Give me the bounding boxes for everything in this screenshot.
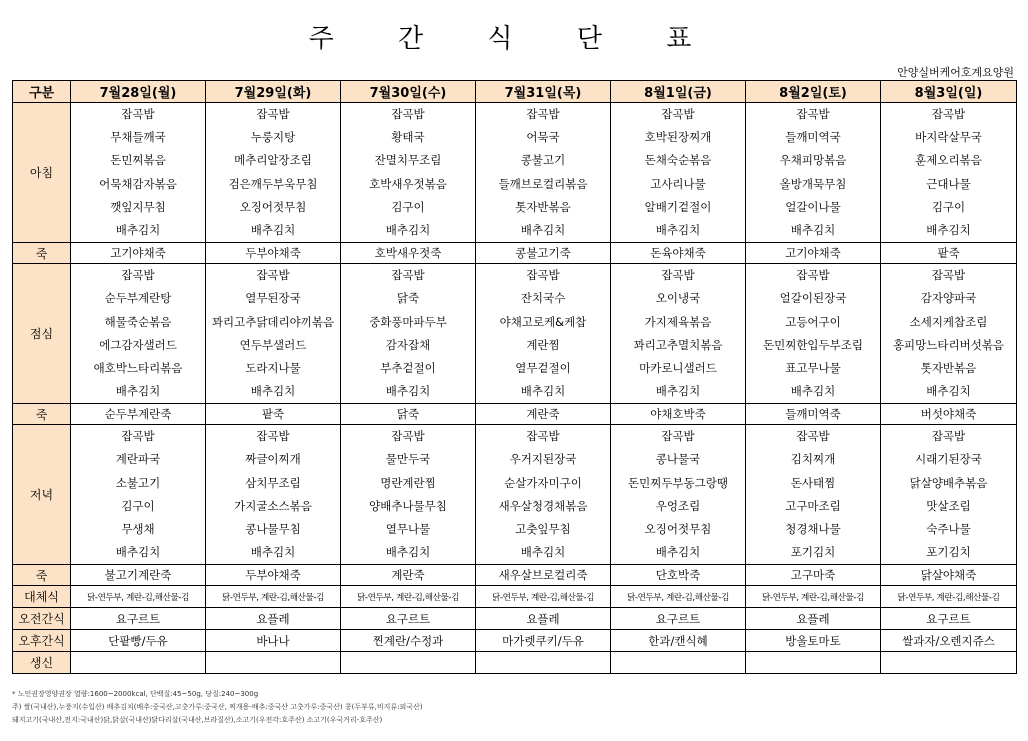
extra-cell: 마가렛쿠키/두유 (476, 630, 611, 652)
menu-item: 누룽지탕 (250, 130, 296, 145)
menu-item: 꽈리고추멸치볶음 (633, 337, 723, 352)
menu-item: 얼갈이된장국 (779, 291, 847, 306)
menu-item: 삼치무조림 (245, 475, 301, 490)
meal-label: 저녁 (13, 425, 71, 565)
menu-item: 어묵국 (526, 130, 560, 145)
menu-item: 잡곡밥 (661, 429, 695, 444)
menu-item: 우엉조림 (655, 498, 701, 513)
menu-item: 김구이 (391, 199, 425, 214)
menu-item: 톳자반볶음 (920, 360, 977, 375)
menu-item: 배추김치 (385, 384, 431, 399)
menu-item: 소세지케찹조림 (909, 314, 988, 329)
porridge-cell: 새우살브로컬리죽 (476, 565, 611, 586)
extra-cell: 요플레 (206, 608, 341, 630)
porridge-cell: 팥죽 (881, 243, 1017, 264)
day-header: 7월29일(화) (206, 81, 341, 103)
menu-item: 물만두국 (385, 452, 431, 467)
menu-item: 올방개묵무침 (779, 176, 847, 191)
menu-item: 잡곡밥 (121, 107, 155, 121)
menu-item: 고사리나물 (650, 176, 706, 191)
menu-item: 김구이 (121, 498, 155, 513)
menu-item: 부추겉절이 (380, 360, 436, 375)
porridge-cell: 들깨미역죽 (746, 404, 881, 425)
menu-item: 바지락살무국 (915, 130, 982, 145)
menu-item: 배추김치 (250, 384, 296, 399)
menu-item: 홍피망느타리버섯볶음 (892, 337, 1005, 352)
porridge-row (13, 243, 1017, 264)
menu-item: 배추김치 (790, 222, 836, 237)
footnote-line: * 노인권장영양권장 열량:1600~2000kcal, 단백질:45~50g, 당질:240~300g (12, 690, 259, 698)
meal-cell (341, 425, 476, 565)
menu-item: 열무나물 (385, 522, 431, 536)
menu-item: 고구마조림 (785, 498, 841, 513)
page-title: 주 간 식 단 표 (308, 24, 720, 54)
menu-item: 애호박느타리볶음 (93, 360, 183, 375)
category-header: 구분 (13, 81, 71, 103)
meal-row (13, 425, 1017, 565)
meal-cell (746, 425, 881, 565)
porridge-row (13, 404, 1017, 425)
meal-cell (341, 103, 476, 243)
menu-item: 배추김치 (520, 545, 566, 560)
menu-item: 잡곡밥 (526, 429, 560, 444)
porridge-cell: 계란죽 (341, 565, 476, 586)
menu-item: 콩나물무침 (245, 522, 301, 536)
menu-item: 돈민찌한입두부조림 (763, 337, 863, 352)
porridge-cell: 돈육야채죽 (611, 243, 746, 264)
meal-cell (206, 425, 341, 565)
meal-cell (611, 264, 746, 404)
menu-item: 잡곡밥 (391, 107, 425, 121)
menu-item: 김구이 (931, 199, 966, 214)
menu-item: 돈채숙순볶음 (644, 153, 712, 168)
menu-item: 새우살청경채볶음 (498, 498, 588, 513)
meal-row (13, 103, 1017, 243)
menu-item: 잡곡밥 (256, 429, 290, 444)
menu-item: 도라지나물 (245, 360, 301, 375)
extra-cell (71, 652, 206, 674)
extra-cell (611, 652, 746, 674)
menu-item: 포기김치 (790, 545, 836, 560)
menu-item: 배추김치 (655, 545, 701, 560)
meal-label: 점심 (13, 264, 71, 404)
porridge-label: 죽 (13, 565, 71, 586)
menu-item: 호박새우젓볶음 (369, 176, 447, 191)
day-header: 8월2일(토) (746, 81, 881, 103)
extra-cell: 닭-연두부, 계란-김,해산물-김 (206, 586, 341, 608)
menu-item: 잡곡밥 (796, 268, 830, 283)
menu-item: 돈사태찜 (790, 475, 836, 490)
menu-item: 고춧잎무침 (515, 522, 571, 536)
extra-cell: 요구르트 (71, 608, 206, 630)
menu-item: 열무된장국 (245, 291, 301, 306)
menu-item: 해물죽순볶음 (104, 314, 172, 329)
extra-cell: 닭-연두부, 계란-김,해산물-김 (746, 586, 881, 608)
menu-item: 돈민찌두부동그랑땡 (628, 475, 728, 490)
extra-row (13, 586, 1017, 608)
meal-cell (206, 264, 341, 404)
menu-item: 맛살조림 (926, 498, 971, 513)
menu-item: 배추김치 (520, 222, 566, 237)
extra-cell: 찐계란/수정과 (341, 630, 476, 652)
extra-cell: 닭-연두부, 계란-김,해산물-김 (476, 586, 611, 608)
menu-item: 고등어구이 (785, 314, 841, 329)
menu-item: 메추리알장조림 (234, 153, 312, 168)
porridge-cell: 두부야채죽 (206, 565, 341, 586)
menu-item: 마카로니샐러드 (639, 360, 717, 375)
menu-item: 감자양파국 (920, 291, 977, 306)
menu-item: 잡곡밥 (391, 429, 425, 444)
meal-cell (881, 103, 1017, 243)
day-header: 7월31일(목) (476, 81, 611, 103)
menu-item: 잡곡밥 (796, 429, 830, 444)
footnote-line: 돼지고기(국내산,전지:국내산)닭,닭살(국내산)닭다리살(국내산,브라질산),소고기(우전각:호주산) 소고기(우국거리-호주산) (12, 716, 383, 724)
menu-item: 잡곡밥 (391, 268, 425, 283)
menu-item: 꽈리고추닭데리야끼볶음 (211, 314, 335, 329)
menu-item: 닭살양배추볶음 (909, 475, 988, 490)
porridge-cell: 콩불고기죽 (476, 243, 611, 264)
menu-item: 우거지된장국 (509, 452, 577, 467)
menu-item: 호박된장찌개 (644, 130, 712, 145)
meal-cell (476, 103, 611, 243)
menu-item: 표고무나물 (785, 360, 841, 375)
day-header: 8월1일(금) (611, 81, 746, 103)
menu-item: 잡곡밥 (121, 429, 155, 444)
menu-item: 배추김치 (115, 222, 161, 237)
menu-item: 콩나물국 (655, 452, 701, 467)
header-row (13, 81, 1017, 103)
extra-cell (881, 652, 1017, 674)
porridge-cell: 두부야채죽 (206, 243, 341, 264)
meal-cell (881, 425, 1017, 565)
menu-item: 배추김치 (655, 222, 701, 237)
menu-item: 잡곡밥 (931, 268, 966, 283)
porridge-label: 죽 (13, 404, 71, 425)
menu-item: 시래기된장국 (915, 452, 982, 467)
menu-item: 황태국 (391, 130, 425, 145)
porridge-cell: 버섯야채죽 (881, 404, 1017, 425)
extra-cell (476, 652, 611, 674)
menu-item: 얼갈이나물 (785, 199, 841, 214)
extra-row (13, 608, 1017, 630)
menu-item: 콩불고기 (520, 153, 566, 168)
menu-item: 숙주나물 (926, 522, 971, 536)
porridge-row (13, 565, 1017, 586)
menu-item: 순두부계란탕 (104, 291, 172, 306)
extra-cell: 요구르트 (881, 608, 1017, 630)
porridge-cell: 닭죽 (341, 404, 476, 425)
extra-label: 오전간식 (13, 608, 71, 630)
menu-item: 잔멸치무조림 (374, 153, 442, 168)
menu-item: 김치찌개 (790, 452, 836, 467)
menu-item: 톳자반볶음 (515, 199, 571, 214)
porridge-cell: 고기야채죽 (71, 243, 206, 264)
porridge-cell: 단호박죽 (611, 565, 746, 586)
porridge-label: 죽 (13, 243, 71, 264)
extra-cell: 바나나 (206, 630, 341, 652)
menu-item: 연두부샐러드 (239, 337, 307, 352)
meal-cell (476, 425, 611, 565)
menu-item: 계란찜 (526, 337, 560, 352)
menu-item: 훈제오리볶음 (915, 153, 982, 168)
menu-item: 무채들깨국 (110, 130, 166, 145)
meal-cell (611, 425, 746, 565)
meal-cell (611, 103, 746, 243)
meal-label: 아침 (13, 103, 71, 243)
menu-item: 청경채나물 (785, 522, 841, 536)
menu-item: 포기김치 (926, 545, 971, 560)
extra-cell: 요구르트 (341, 608, 476, 630)
menu-item: 배추김치 (385, 545, 431, 560)
menu-item: 잡곡밥 (931, 107, 966, 121)
menu-item: 배추김치 (926, 222, 971, 237)
footnotes (12, 688, 423, 727)
menu-item: 오징어젓무침 (644, 522, 712, 536)
menu-item: 배추김치 (385, 222, 431, 237)
meal-cell (71, 425, 206, 565)
menu-item: 짜글이찌개 (245, 452, 301, 467)
extra-cell: 요플레 (746, 608, 881, 630)
menu-item: 순살가자미구이 (504, 475, 582, 490)
menu-item: 잡곡밥 (526, 107, 560, 121)
menu-item: 오징어젓무침 (239, 199, 307, 214)
porridge-cell: 닭살야채죽 (881, 565, 1017, 586)
menu-item: 가지제육볶음 (644, 314, 712, 329)
menu-item: 잡곡밥 (526, 268, 560, 283)
extra-cell: 닭-연두부, 계란-김,해산물-김 (881, 586, 1017, 608)
menu-item: 계란파국 (115, 452, 161, 467)
menu-item: 깻잎지무침 (110, 199, 166, 214)
menu-item: 명란계란찜 (380, 475, 436, 490)
extra-row (13, 630, 1017, 652)
menu-item: 어묵채감자볶음 (99, 176, 177, 191)
menu-item: 잡곡밥 (661, 107, 695, 121)
menu-item: 중화풍마파두부 (369, 314, 447, 329)
menu-item: 닭죽 (396, 291, 420, 306)
extra-cell (206, 652, 341, 674)
meal-cell (476, 264, 611, 404)
menu-item: 잡곡밥 (931, 429, 966, 444)
porridge-cell: 야채호박죽 (611, 404, 746, 425)
menu-item: 감자잡채 (385, 337, 431, 352)
menu-item: 열무겉절이 (515, 360, 571, 375)
footnote-line: 주) 쌀(국내산),누룽지(수입산) 배추김치(배추:중국산,고춧가루:중국산, 찌개용-배추:중국산 고춧가루:중국산) 콩(두부류,비지류:외국산) (12, 703, 423, 711)
porridge-cell: 순두부계란죽 (71, 404, 206, 425)
day-header: 7월28일(월) (71, 81, 206, 103)
menu-item: 배추김치 (115, 545, 161, 560)
menu-item: 가지굴소스볶음 (234, 498, 312, 513)
menu-item: 배추김치 (115, 384, 161, 399)
extra-label: 오후간식 (13, 630, 71, 652)
extra-label: 대체식 (13, 586, 71, 608)
meal-row (13, 264, 1017, 404)
menu-item: 잡곡밥 (661, 268, 695, 283)
menu-item: 잡곡밥 (256, 107, 290, 121)
day-header: 8월3일(일) (881, 81, 1017, 103)
menu-item: 소불고기 (115, 475, 161, 490)
menu-item: 근대나물 (926, 176, 971, 191)
menu-item: 알배기겉절이 (644, 199, 712, 214)
menu-item: 잡곡밥 (796, 107, 830, 121)
menu-item: 들깨브로컬리볶음 (498, 176, 588, 191)
porridge-cell: 고구마죽 (746, 565, 881, 586)
menu-item: 우채피망볶음 (779, 153, 847, 168)
menu-item: 검은깨두부욱무침 (228, 176, 318, 191)
facility-name: 안양실버케어호계요양원 (897, 66, 1014, 79)
extra-row (13, 652, 1017, 674)
extra-label: 생신 (13, 652, 71, 674)
extra-cell: 닭-연두부, 계란-김,해산물-김 (611, 586, 746, 608)
meal-cell (71, 103, 206, 243)
menu-item: 배추김치 (520, 384, 566, 399)
porridge-cell: 호박새우젓죽 (341, 243, 476, 264)
menu-item: 무생채 (121, 522, 155, 536)
extra-cell: 닭-연두부, 계란-김,해산물-김 (71, 586, 206, 608)
porridge-cell: 계란죽 (476, 404, 611, 425)
menu-item: 배추김치 (790, 384, 836, 399)
extra-cell: 단팥빵/두유 (71, 630, 206, 652)
menu-item: 오이냉국 (655, 291, 701, 306)
extra-cell: 닭-연두부, 계란-김,해산물-김 (341, 586, 476, 608)
extra-cell: 방울토마토 (746, 630, 881, 652)
extra-cell (341, 652, 476, 674)
weekly-menu-table (12, 80, 1017, 674)
menu-item: 배추김치 (250, 545, 296, 560)
porridge-cell: 고기야채죽 (746, 243, 881, 264)
porridge-cell: 불고기계란죽 (71, 565, 206, 586)
meal-cell (71, 264, 206, 404)
menu-item: 야채고로케&케찹 (499, 314, 587, 329)
extra-cell: 요구르트 (611, 608, 746, 630)
extra-cell: 쌀과자/오렌지쥬스 (881, 630, 1017, 652)
menu-item: 양배추나물무침 (369, 498, 447, 513)
menu-item: 배추김치 (926, 384, 971, 399)
meal-cell (881, 264, 1017, 404)
extra-cell: 요플레 (476, 608, 611, 630)
menu-item: 잡곡밥 (121, 268, 155, 283)
menu-item: 잡곡밥 (256, 268, 290, 283)
porridge-cell: 팥죽 (206, 404, 341, 425)
meal-cell (341, 264, 476, 404)
day-header: 7월30일(수) (341, 81, 476, 103)
meal-cell (746, 264, 881, 404)
menu-item: 들깨미역국 (785, 130, 841, 145)
meal-cell (206, 103, 341, 243)
extra-cell (746, 652, 881, 674)
menu-item: 배추김치 (655, 384, 701, 399)
meal-cell (746, 103, 881, 243)
menu-item: 에그감자샐러드 (99, 337, 177, 352)
extra-cell: 한과/캔식혜 (611, 630, 746, 652)
menu-item: 돈민찌볶음 (110, 153, 166, 168)
menu-item: 배추김치 (250, 222, 296, 237)
menu-item: 잔치국수 (520, 291, 566, 306)
